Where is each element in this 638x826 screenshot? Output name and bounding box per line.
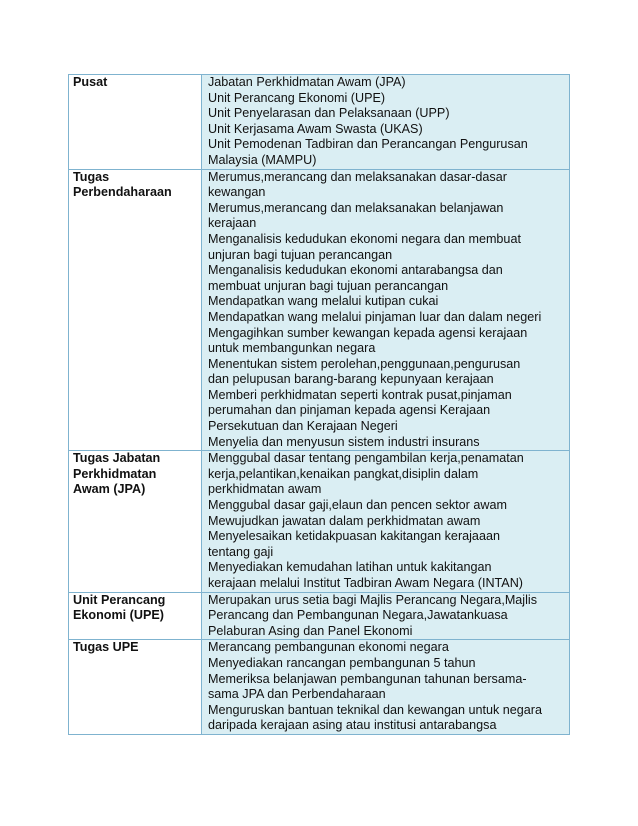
content-line: Jabatan Perkhidmatan Awam (JPA) (208, 75, 406, 89)
content-line: kerja,pelantikan,kenaikan pangkat,disiplin dalam (208, 466, 479, 481)
content-line: Mendapatkan wang melalui pinjaman luar dan dalam negeri (208, 309, 542, 324)
row-label-cell (69, 169, 202, 451)
content-line: sama JPA dan Perbendaharaan (208, 687, 386, 702)
row-content-cell (202, 169, 570, 451)
content-line: unjuran bagi tujuan perancangan (208, 247, 393, 262)
content-line: Unit Kerjasama Awam Swasta (UKAS) (208, 121, 423, 136)
content-line: Perancang dan Pembangunan Negara,Jawatankuasa (208, 608, 508, 623)
content-line: tentang gaji (208, 544, 274, 559)
row-label: Ekonomi (UPE) (73, 608, 164, 623)
content-line: Merupakan urus setia bagi Majlis Perancang Negara,Majlis (208, 592, 537, 607)
row-content-cell (202, 592, 570, 640)
row-label: Tugas (73, 169, 110, 184)
content-line: Menganalisis kedudukan ekonomi negara dan membuat (208, 231, 521, 246)
content-line: Memeriksa belanjawan pembangunan tahunan bersama- (208, 671, 527, 686)
content-line: Menggubal dasar tentang pengambilan kerja,penamatan (208, 451, 524, 466)
row-content-cell (202, 451, 570, 592)
document-table (68, 74, 570, 735)
content-line: untuk membangunkan negara (208, 341, 376, 356)
content-line: Persekutuan dan Kerajaan Negeri (208, 419, 398, 434)
content-line: Menguruskan bantuan teknikal dan kewangan untuk negara (208, 702, 542, 717)
row-label: Perkhidmatan (73, 466, 157, 481)
content-line: kerajaan (208, 216, 257, 231)
content-line: Pelaburan Asing dan Panel Ekonomi (208, 623, 413, 638)
row-content-cell (202, 640, 570, 735)
content-line: Unit Pemodenan Tadbiran dan Perancangan Pengurusan (208, 137, 528, 152)
content-line: Unit Perancang Ekonomi (UPE) (208, 90, 386, 105)
row-content-cell (202, 75, 570, 170)
content-line: kerajaan melalui Institut Tadbiran Awam Negara (INTAN) (208, 576, 523, 590)
row-label-cell (69, 451, 202, 592)
content-line: Menentukan sistem perolehan,penggunaan,pengurusan (208, 356, 521, 371)
content-line: Unit Penyelarasan dan Pelaksanaan (UPP) (208, 106, 450, 121)
content-line: membuat unjuran bagi tujuan perancangan (208, 278, 449, 293)
content-line: daripada kerajaan asing atau institusi antarabangsa (208, 718, 497, 733)
row-label: Awam (JPA) (73, 482, 146, 497)
content-line: Mewujudkan jawatan dalam perkhidmatan awam (208, 513, 481, 528)
content-line: Menyelia dan menyusun sistem industri insurans (208, 434, 480, 449)
table-row (69, 640, 570, 735)
content-line: Merumus,merancang dan melaksanakan belanjawan (208, 200, 504, 215)
content-line: Menganalisis kedudukan ekonomi antarabangsa dan (208, 263, 503, 278)
row-label: Tugas UPE (73, 640, 139, 655)
content-line: Mendapatkan wang melalui kutipan cukai (208, 294, 439, 309)
content-line: Merumus,merancang dan melaksanakan dasar-dasar (208, 169, 507, 184)
table-row (69, 169, 570, 451)
table-row (69, 592, 570, 640)
row-label: Tugas Jabatan (73, 451, 161, 466)
table-row (69, 451, 570, 592)
content-line: Merancang pembangunan ekonomi negara (208, 640, 449, 655)
row-label-cell (69, 640, 202, 735)
content-line: perumahan dan pinjaman kepada agensi Kerajaan (208, 403, 491, 418)
content-line: kewangan (208, 185, 266, 200)
content-line: Menyediakan kemudahan latihan untuk kakitangan (208, 560, 492, 575)
table-row (69, 75, 570, 170)
content-line: Menyediakan rancangan pembangunan 5 tahun (208, 655, 476, 670)
content-line: perkhidmatan awam (208, 482, 322, 497)
content-line: Mengagihkan sumber kewangan kepada agensi kerajaan (208, 325, 528, 340)
content-line: Menggubal dasar gaji,elaun dan pencen sektor awam (208, 498, 507, 513)
content-line: dan pelupusan barang-barang kepunyaan kerajaan (208, 372, 494, 387)
content-line: Memberi perkhidmatan seperti kontrak pusat,pinjaman (208, 387, 512, 402)
row-label: Unit Perancang (73, 592, 166, 607)
row-label: Perbendaharaan (73, 185, 172, 200)
row-label-cell (69, 592, 202, 640)
row-label: Pusat (73, 75, 108, 89)
row-label-cell (69, 75, 202, 170)
content-line: Menyelesaikan ketidakpuasan kakitangan kerajaaan (208, 529, 500, 544)
content-line: Malaysia (MAMPU) (208, 152, 317, 167)
